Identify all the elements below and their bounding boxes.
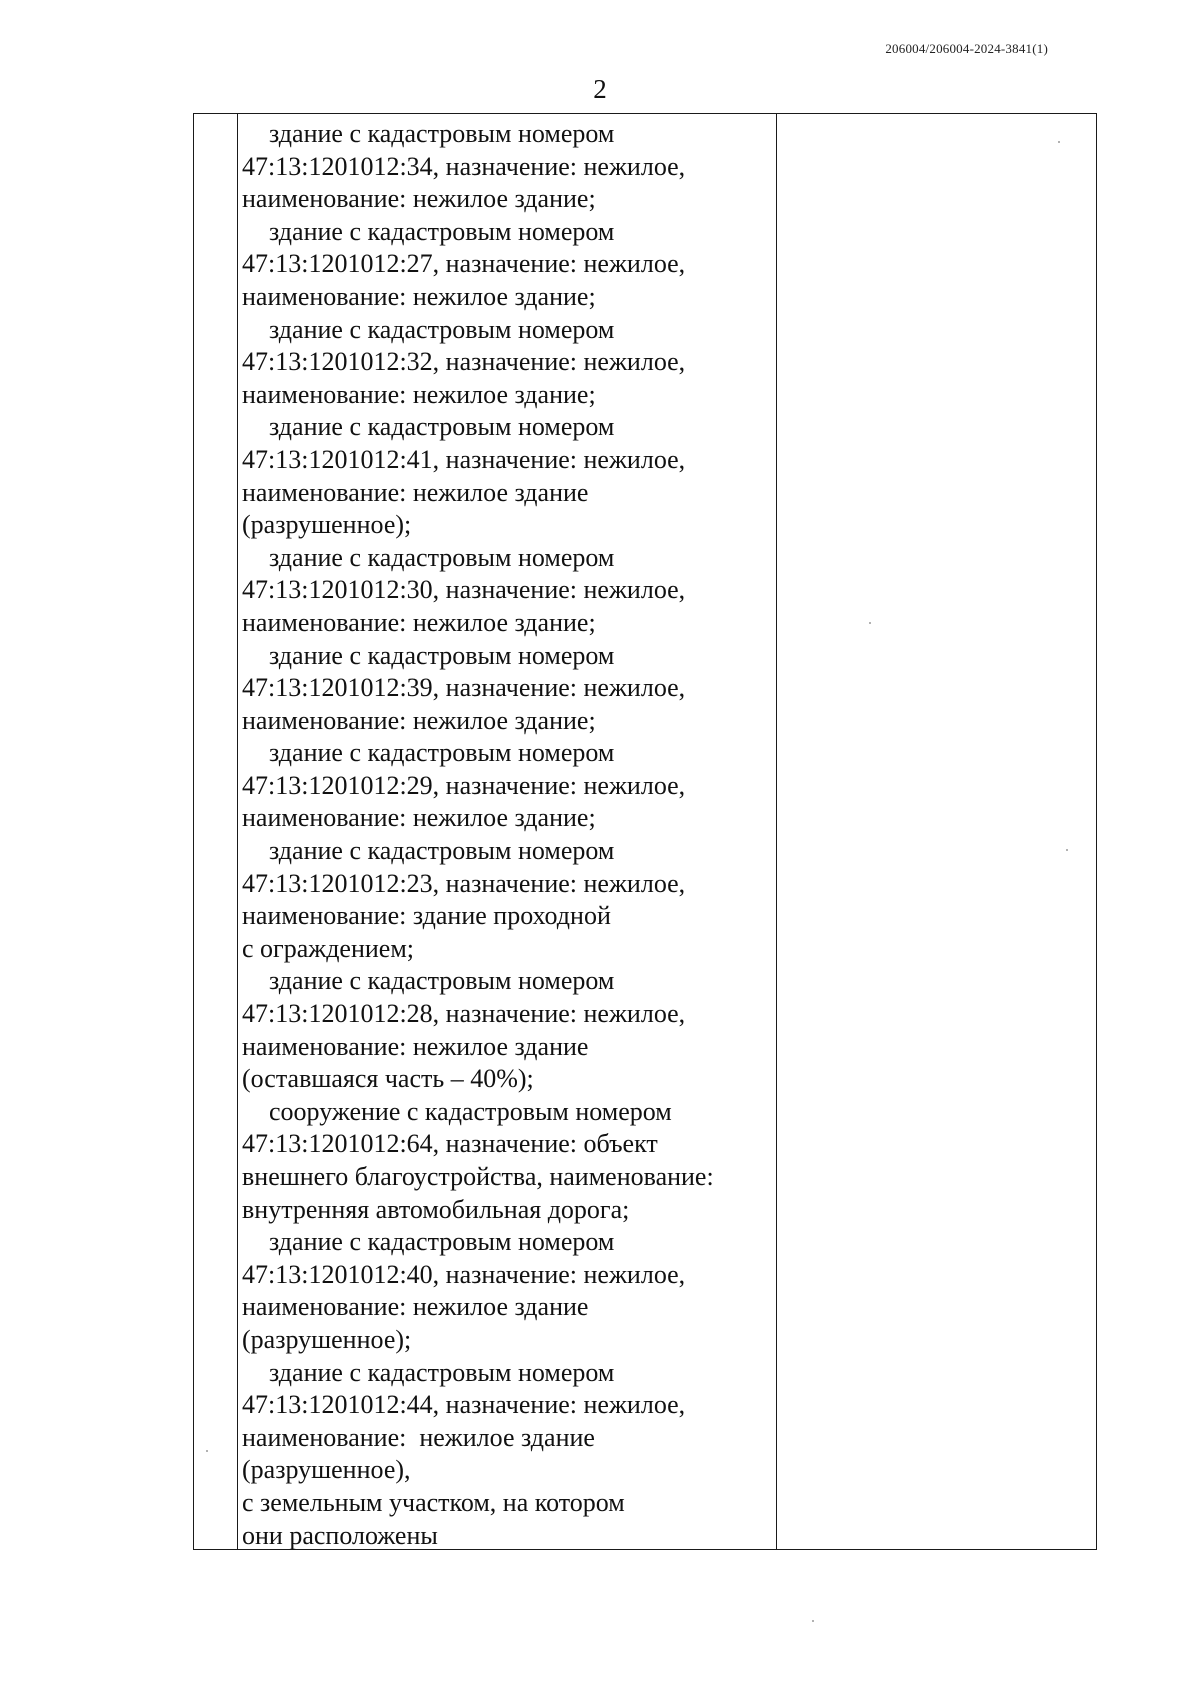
property-entry-line: здание с кадастровым номером (269, 1227, 615, 1257)
scan-speck (1058, 141, 1060, 143)
property-entry-line: наименование: нежилое здание; (242, 379, 596, 409)
property-entry-line: 47:13:1201012:27, назначение: нежилое, (242, 249, 686, 279)
property-entry-line: здание с кадастровым номером (269, 640, 615, 670)
property-entry-line: здание с кадастровым номером (269, 966, 615, 996)
property-entry-line: (разрушенное); (242, 510, 412, 540)
property-entry-line: здание с кадастровым номером (269, 738, 615, 768)
scan-speck (206, 1450, 208, 1452)
property-entry-line: наименование: нежилое здание (242, 1292, 589, 1322)
property-entry-line: наименование: нежилое здание (242, 477, 589, 507)
property-entry-line: наименование: нежилое здание; (242, 184, 596, 214)
property-entry-line: наименование: нежилое здание (242, 1422, 595, 1452)
property-entry-line: 47:13:1201012:29, назначение: нежилое, (242, 770, 686, 800)
property-entry-line: наименование: нежилое здание; (242, 803, 596, 833)
property-entry-line: здание с кадастровым номером (269, 216, 615, 246)
property-entry-line: наименование: здание проходной (242, 901, 611, 931)
table-column-divider-right (776, 114, 777, 1549)
table-column-divider-left (237, 114, 238, 1549)
property-entry-line: (разрушенное); (242, 1324, 412, 1354)
property-entry-line: 47:13:1201012:44, назначение: нежилое, (242, 1390, 686, 1420)
property-entry-line: внешнего благоустройства, наименование: (242, 1162, 714, 1191)
property-table (193, 113, 1097, 1550)
property-entry-line: здание с кадастровым номером (269, 119, 615, 148)
property-entry-line: внутренняя автомобильная дорога; (242, 1194, 630, 1224)
property-entry-line: 47:13:1201012:30, назначение: нежилое, (242, 575, 686, 605)
property-entry-line: 47:13:1201012:32, назначение: нежилое, (242, 347, 686, 377)
scan-speck (812, 1620, 814, 1622)
property-entry-line: с земельным участком, на котором (242, 1487, 625, 1517)
property-entry-line: 47:13:1201012:34, назначение: нежилое, (242, 151, 686, 181)
property-entry-line: (оставшаяся часть – 40%); (242, 1064, 534, 1094)
property-entry-line: сооружение с кадастровым номером (269, 1096, 672, 1126)
property-list-cell (242, 118, 772, 1552)
property-entry-line: наименование: нежилое здание; (242, 705, 596, 735)
property-entry-line: здание с кадастровым номером (269, 836, 615, 866)
property-entry-line: наименование: нежилое здание (242, 1031, 589, 1061)
property-entry-line: здание с кадастровым номером (269, 542, 615, 572)
property-entry-line: 47:13:1201012:28, назначение: нежилое, (242, 999, 686, 1029)
property-entry-line: здание с кадастровым номером (269, 314, 615, 344)
property-entry-line: здание с кадастровым номером (269, 412, 615, 442)
property-entry-line: наименование: нежилое здание; (242, 281, 596, 311)
property-entry-line: с ограждением; (242, 933, 415, 963)
property-entry-line: 47:13:1201012:41, назначение: нежилое, (242, 444, 686, 474)
property-entry-line: наименование: нежилое здание; (242, 607, 596, 637)
scan-speck (869, 622, 871, 624)
property-entry-line: они расположены (242, 1520, 438, 1550)
scan-speck (1066, 849, 1068, 851)
property-entry-line: (разрушенное), (242, 1455, 411, 1485)
document-id: 206004/206004-2024-3841(1) (885, 41, 1048, 56)
page-number: 2 (593, 74, 607, 104)
property-entry-line: 47:13:1201012:40, назначение: нежилое, (242, 1259, 686, 1289)
property-entry-line: здание с кадастровым номером (269, 1357, 615, 1387)
property-entry-line: 47:13:1201012:64, назначение: объект (242, 1129, 658, 1159)
property-entry-line: 47:13:1201012:23, назначение: нежилое, (242, 868, 686, 898)
property-entry-line: 47:13:1201012:39, назначение: нежилое, (242, 673, 686, 703)
